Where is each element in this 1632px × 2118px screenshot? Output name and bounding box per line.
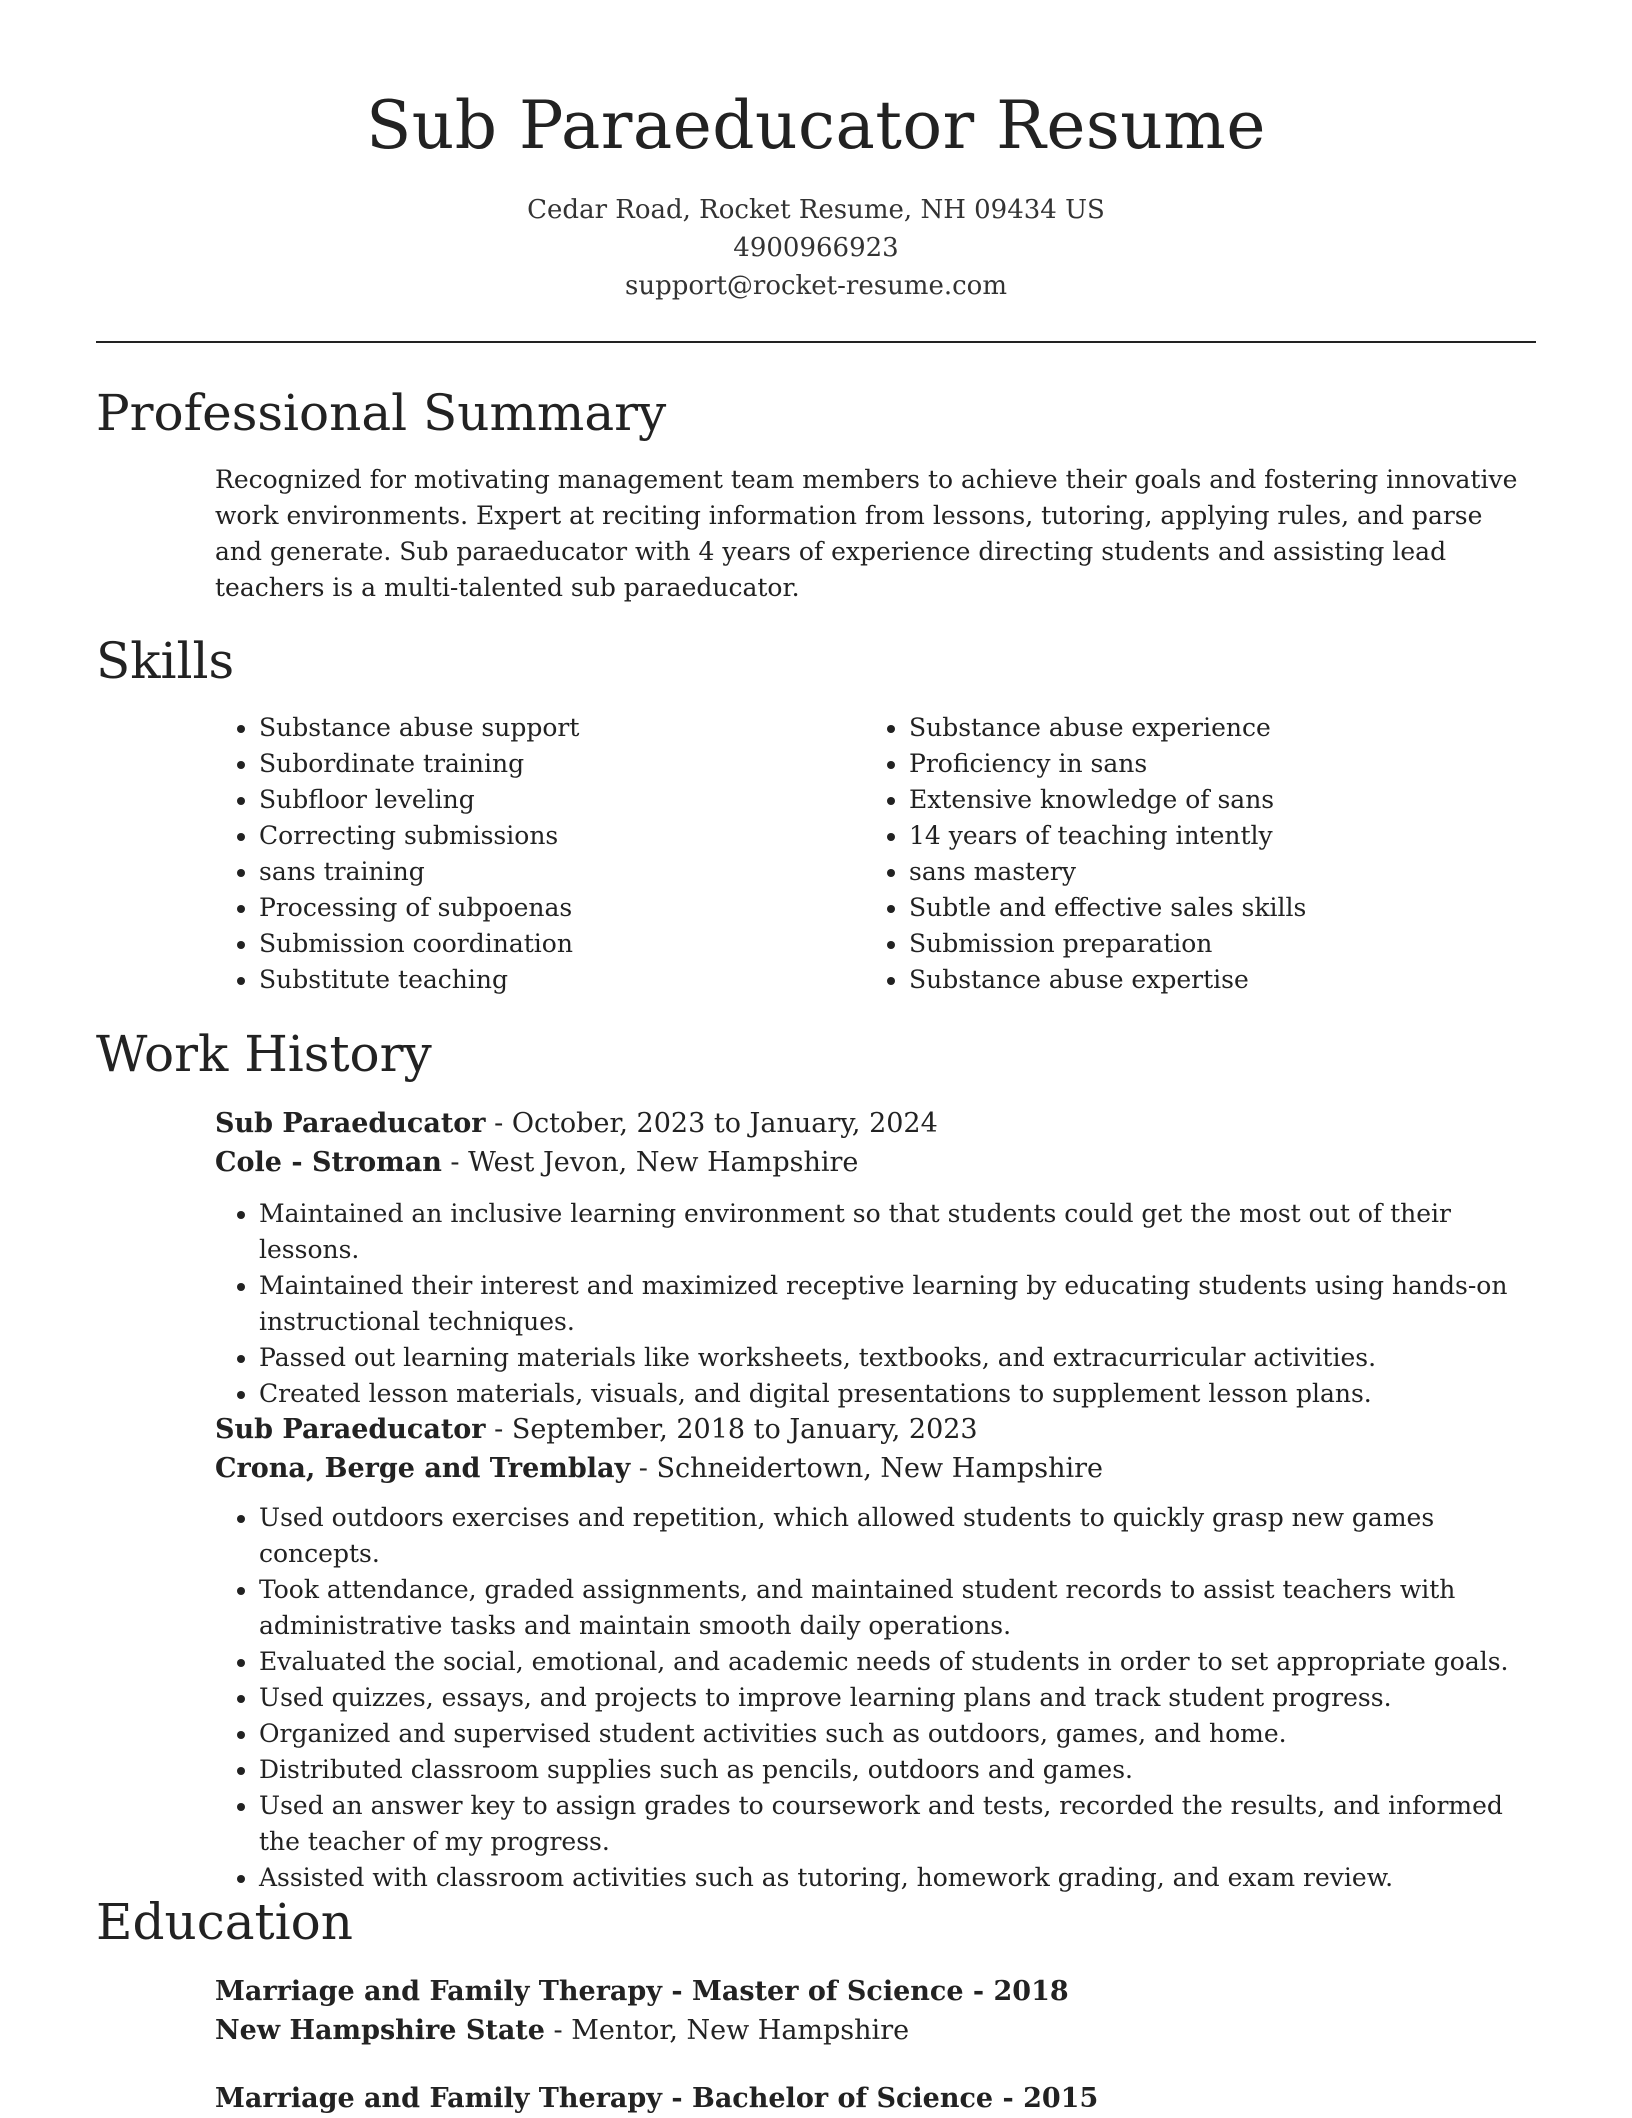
- job-bullet: • Maintained an inclusive learning environment so that students could get the most out of their lessons.: [259, 1196, 1535, 1268]
- skill-item: • Submission preparation: [909, 926, 1535, 962]
- skill-item: • sans mastery: [909, 854, 1535, 890]
- job-bullets: [215, 1500, 1535, 1896]
- job-bullet: • Assisted with classroom activities such as tutoring, homework grading, and exam review.: [259, 1860, 1535, 1896]
- education-degree-line: [215, 2079, 1535, 2118]
- job-role: Sub Paraeducator: [215, 1108, 486, 1139]
- skill-item: • Subtle and effective sales skills: [909, 890, 1535, 926]
- skill-item: • Subfloor leveling: [259, 782, 835, 818]
- job-bullet: • Passed out learning materials like worksheets, textbooks, and extracurricular activities.: [259, 1340, 1535, 1376]
- job-company-line: [215, 1143, 1535, 1182]
- job-title-line: [215, 1104, 1535, 1143]
- job-bullet: • Used outdoors exercises and repetition, which allowed students to quickly grasp new games concepts.: [259, 1500, 1535, 1572]
- header-divider: [96, 341, 1536, 343]
- job-bullets: [215, 1196, 1535, 1412]
- job-entry: [215, 1104, 1535, 1412]
- job-bullet: • Took attendance, graded assignments, and maintained student records to assist teachers with administrative tasks and maintain smooth daily operations.: [259, 1572, 1535, 1644]
- skill-item: • Substitute teaching: [259, 962, 835, 998]
- contact-email: support@rocket-resume.com: [624, 271, 1007, 301]
- job-bullet: • Organized and supervised student activities such as outdoors, games, and home.: [259, 1716, 1535, 1752]
- skill-item: • Substance abuse expertise: [909, 962, 1535, 998]
- job-entry: [215, 1410, 1535, 1896]
- skill-item: • Extensive knowledge of sans: [909, 782, 1535, 818]
- skill-item: • Submission coordination: [259, 926, 835, 962]
- skill-item: • Correcting submissions: [259, 818, 835, 854]
- education-school-line: [215, 2011, 1535, 2050]
- job-bullet: • Distributed classroom supplies such as pencils, outdoors and games.: [259, 1752, 1535, 1788]
- job-bullet: • Created lesson materials, visuals, and digital presentations to supplement lesson plans.: [259, 1376, 1535, 1412]
- job-location: - West Jevon, New Hampshire: [441, 1147, 859, 1178]
- contact-info: [0, 191, 1632, 305]
- summary-heading: Professional Summary: [96, 384, 667, 442]
- skill-item: • sans training: [259, 854, 835, 890]
- skills-column-left: [215, 710, 835, 998]
- job-bullet: • Maintained their interest and maximized receptive learning by educating students using hands-on instructional techniques.: [259, 1268, 1535, 1340]
- resume-title: Sub Paraeducator Resume: [366, 87, 1266, 164]
- skill-item: • 14 years of teaching intently: [909, 818, 1535, 854]
- skill-item: • Substance abuse experience: [909, 710, 1535, 746]
- education-school: New Hampshire State: [215, 2015, 545, 2046]
- skill-item: • Substance abuse support: [259, 710, 835, 746]
- education-heading: Education: [96, 1893, 353, 1951]
- summary-text: Recognized for motivating management team members to achieve their goals and fostering innovative work environments. Expert at reciting information from lessons, tutoring, applying rules, and parse and generate. Sub paraeducator with 4 years of experience directing students and assisting lead teachers is a multi-talented sub paraeducator.: [215, 465, 1518, 602]
- education-degree: Marriage and Family Therapy - Bachelor of Science - 2015: [215, 2083, 1099, 2114]
- skill-item: • Proficiency in sans: [909, 746, 1535, 782]
- job-bullet: • Evaluated the social, emotional, and academic needs of students in order to set appropriate goals.: [259, 1644, 1535, 1680]
- education-degree-line: [215, 1972, 1535, 2011]
- job-company: Crona, Berge and Tremblay: [215, 1453, 631, 1484]
- education-entry: [215, 2079, 1535, 2118]
- education-entry: [215, 1972, 1535, 2050]
- skill-item: • Processing of subpoenas: [259, 890, 835, 926]
- job-bullet: • Used an answer key to assign grades to coursework and tests, recorded the results, and informed the teacher of my progress.: [259, 1788, 1535, 1860]
- summary-body: [215, 462, 1535, 606]
- education-location: - Mentor, New Hampshire: [544, 2015, 910, 2046]
- job-company-line: [215, 1449, 1535, 1488]
- contact-address: Cedar Road, Rocket Resume, NH 09434 US: [527, 195, 1105, 225]
- education-degree: Marriage and Family Therapy - Master of Science - 2018: [215, 1976, 1069, 2007]
- skill-item: • Subordinate training: [259, 746, 835, 782]
- work-history-heading: Work History: [96, 1025, 432, 1083]
- job-dates: - October, 2023 to January, 2024: [485, 1108, 938, 1139]
- job-company: Cole - Stroman: [215, 1147, 442, 1178]
- job-bullet: • Used quizzes, essays, and projects to improve learning plans and track student progress.: [259, 1680, 1535, 1716]
- skills-heading: Skills: [96, 632, 235, 690]
- job-title-line: [215, 1410, 1535, 1449]
- job-role: Sub Paraeducator: [215, 1414, 486, 1445]
- contact-phone: 4900966923: [733, 233, 899, 263]
- skills-column-right: [865, 710, 1535, 998]
- job-location: - Schneidertown, New Hampshire: [630, 1453, 1103, 1484]
- job-dates: - September, 2018 to January, 2023: [485, 1414, 978, 1445]
